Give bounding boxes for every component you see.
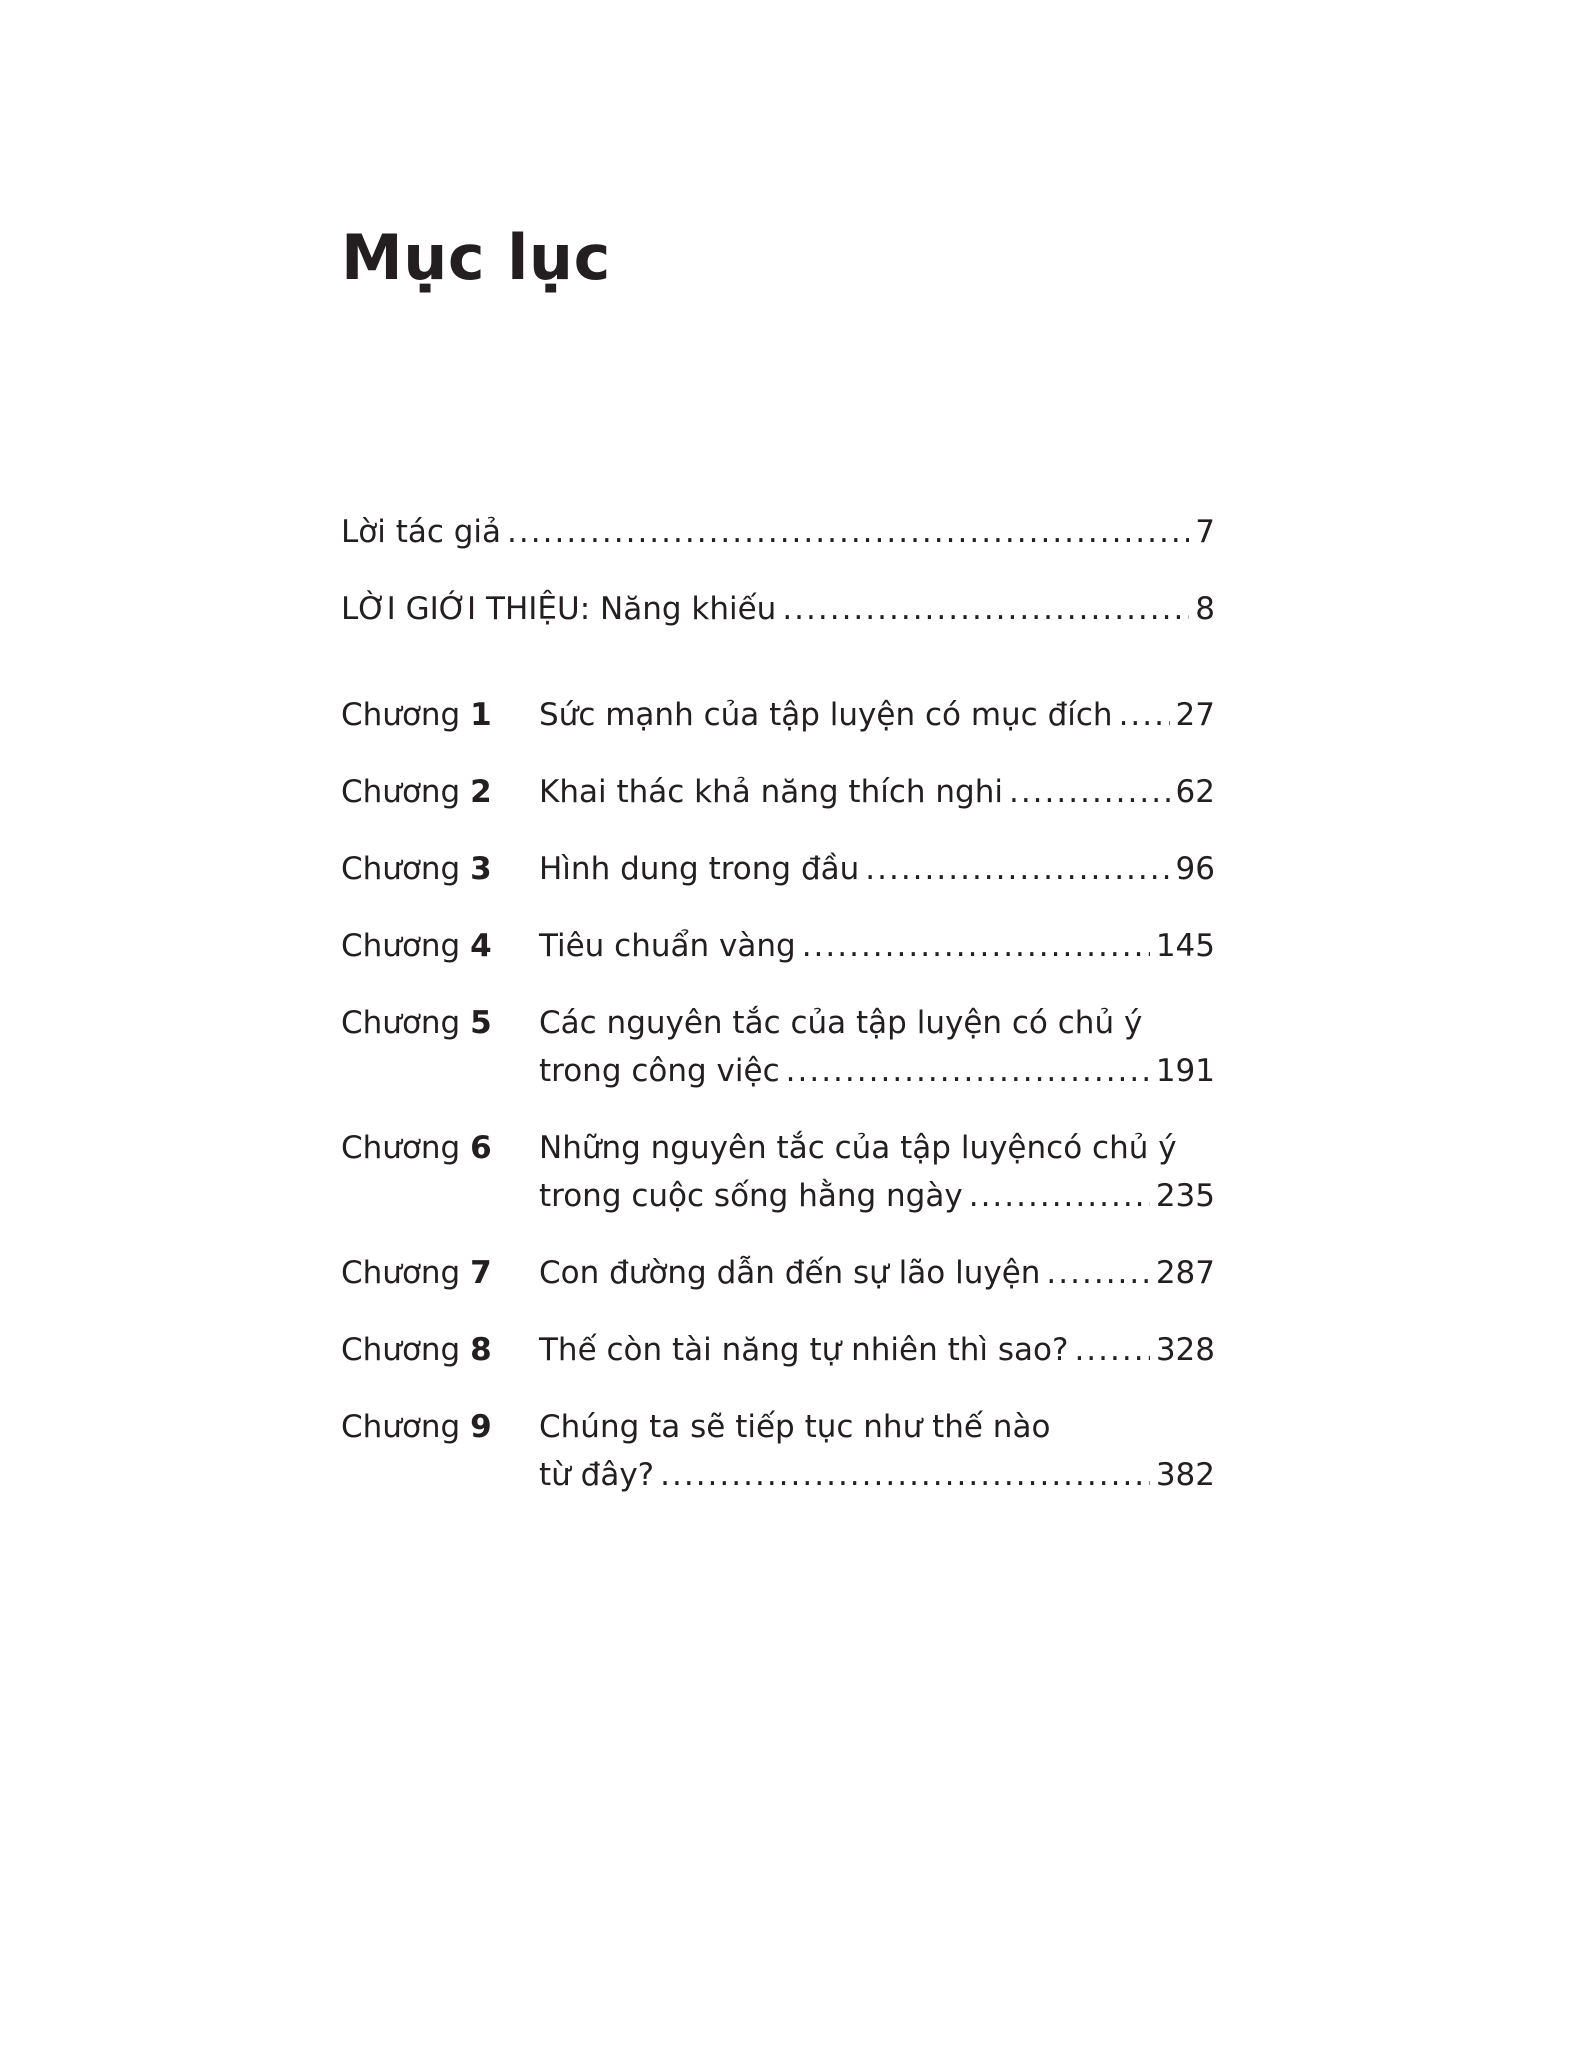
leader-dots <box>507 508 1189 556</box>
chapter-number: 5 <box>470 1005 492 1041</box>
chapter-title-continued: trong công việc <box>539 1053 780 1089</box>
chapter-page: 27 <box>1175 697 1215 733</box>
chapter-page: 96 <box>1175 851 1215 887</box>
chapter-label: Chương 5 <box>341 1005 492 1041</box>
chapter-label: Chương 1 <box>341 697 492 733</box>
chapter-title: Những nguyên tắc của tập luyệncó chủ ý <box>539 1130 1177 1166</box>
leader-dots <box>660 1451 1150 1499</box>
toc-entry-label: LỜI GIỚI THIỆU: Năng khiếu <box>341 591 777 627</box>
chapter-page: 145 <box>1155 928 1215 964</box>
chapter-page: 382 <box>1155 1457 1215 1493</box>
chapter-number: 4 <box>470 928 492 964</box>
chapter-title-continued: từ đây? <box>539 1457 655 1493</box>
leader-dots <box>1009 768 1170 816</box>
chapter-number: 3 <box>470 851 492 887</box>
chapter-title: Thế còn tài năng tự nhiên thì sao? <box>539 1332 1069 1368</box>
toc-entry-label: Lời tác giả <box>341 514 502 550</box>
chapter-label: Chương 2 <box>341 774 492 810</box>
chapter-number: 2 <box>470 774 492 810</box>
chapter-number: 6 <box>470 1130 492 1166</box>
page-title: Mục lục <box>341 221 611 294</box>
chapter-title: Hình dung trong đầu <box>539 851 860 887</box>
leader-dots <box>786 1047 1150 1095</box>
leader-dots <box>802 922 1150 970</box>
chapter-title: Tiêu chuẩn vàng <box>539 928 796 964</box>
chapter-number: 9 <box>470 1409 492 1445</box>
chapter-page: 235 <box>1155 1178 1215 1214</box>
chapter-title: Con đường dẫn đến sự lão luyện <box>539 1255 1041 1291</box>
chapter-label: Chương 9 <box>341 1409 492 1445</box>
toc-entry-introduction[interactable] <box>341 585 1215 633</box>
chapter-number: 1 <box>470 697 492 733</box>
chapter-title-line <box>539 1326 1215 1374</box>
chapter-title-line <box>539 1047 1215 1095</box>
leader-dots <box>969 1172 1150 1220</box>
toc-entry-page: 8 <box>1195 591 1215 627</box>
chapter-title-continued: trong cuộc sống hằng ngày <box>539 1178 963 1214</box>
chapter-label: Chương 3 <box>341 851 492 887</box>
chapter-title-line <box>539 845 1215 893</box>
chapter-page: 328 <box>1155 1332 1215 1368</box>
leader-dots <box>1074 1326 1149 1374</box>
chapter-number: 7 <box>470 1255 492 1291</box>
chapter-label: Chương 8 <box>341 1332 492 1368</box>
chapter-title: Các nguyên tắc của tập luyện có chủ ý <box>539 1005 1143 1041</box>
chapter-title-line <box>539 1451 1215 1499</box>
toc-entry-page: 7 <box>1195 514 1215 550</box>
chapter-title-line <box>539 922 1215 970</box>
chapter-page: 191 <box>1155 1053 1215 1089</box>
chapter-label: Chương 4 <box>341 928 492 964</box>
chapter-label: Chương 6 <box>341 1130 492 1166</box>
leader-dots <box>1046 1249 1149 1297</box>
leader-dots <box>782 585 1189 633</box>
leader-dots <box>865 845 1169 893</box>
chapter-label: Chương 7 <box>341 1255 492 1291</box>
chapter-title: Khai thác khả năng thích nghi <box>539 774 1003 810</box>
chapter-title-line <box>539 768 1215 816</box>
chapter-title-line <box>539 691 1215 739</box>
chapter-title-line <box>539 1172 1215 1220</box>
chapter-title: Chúng ta sẽ tiếp tục như thế nào <box>539 1409 1051 1445</box>
chapter-title: Sức mạnh của tập luyện có mục đích <box>539 697 1113 733</box>
toc-entry-author-note[interactable] <box>341 508 1215 556</box>
chapter-title-line <box>539 1249 1215 1297</box>
leader-dots <box>1119 691 1170 739</box>
chapter-page: 287 <box>1155 1255 1215 1291</box>
chapter-page: 62 <box>1175 774 1215 810</box>
chapter-number: 8 <box>470 1332 492 1368</box>
